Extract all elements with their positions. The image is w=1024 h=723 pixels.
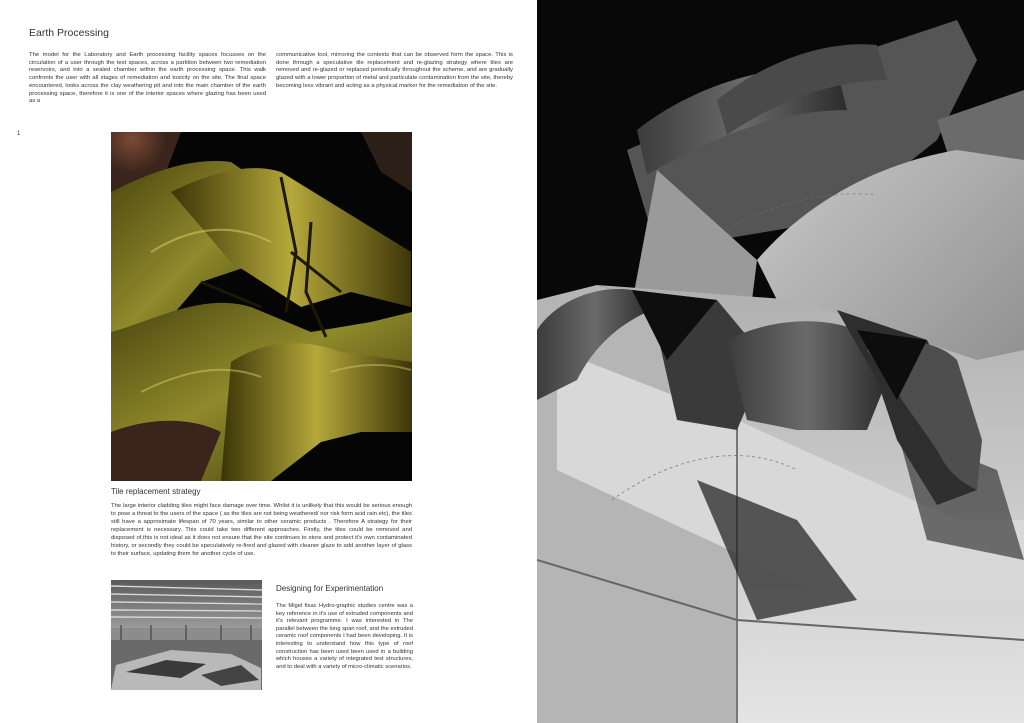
experimentation-text: The Migel fisac Hydro-graphic studies centre was a key reference in it's use of extruded components and it's relevant programme. I was interested in The parallel between the long span roof, and the extruded ceramic roof components I had been developing. It is interesting to understand how this type of roof construction has been used been used in a building which houses a variety of integrated test structures, and to deal with a variety of micro-climatic scenarios. [276, 603, 413, 670]
figure-number-right: 1 [548, 456, 552, 462]
hydrographic-centre-photo [111, 580, 262, 690]
glazed-tile-photo [111, 132, 412, 481]
tile-replacement-text: The large interior cladding tiles might face damage over time. Whilst it is unlikely that this would be serious enough to pose a threat to the users of the space ( as the tiles are not being weathered/ nor risk form acid rain etc), the tiles still have a approximate lifespan of 70 years, similar to other ceramic products . Therefore A strategy for their replacement is necessary. This could take two different approaches. Firstly, the tiles could be removed and disposed of,this is not ideal as it does not ensure that the site continues to store and protect it's own contaminated history, or secondly they could be speculatively re-fired and glazed with cleaner glaze to add another layer of glass to their surface, updating them for another cycle of use. [111, 503, 412, 557]
page-title: Earth Processing [29, 27, 109, 39]
right-page-model-photo [537, 0, 1024, 723]
experimentation-heading: Designing for Experimentation [276, 584, 384, 593]
intro-paragraph-col2: communicative tool, mirroring the contexts that can be observed form the space. This is done through a speculative tile replacement and re-glazing strategy where tiles are removed and re-glazed or replaced periodically throughout the scheme, and are gradually glazed with a lower proportion of metal and particulate contamination from the site, thereby becoming less vibrant and acting as a physical marker for the remediation of the site. [276, 52, 513, 89]
tile-replacement-heading: Tile replacement strategy [111, 487, 201, 496]
figure-number-left: 1 [17, 131, 21, 137]
intro-paragraph-col1: The model for the Laboratory and Earth processing facility spaces focusses on the circulation of a user through the test spaces, across a partition between two remediation reservoirs, and into a sealed chamber within the earth processing space. This walk confronts the user with all stages of remediation and toxicity on the site. The final space encountered, looks across the clay weathering pit and into the main chamber of the earth processing space, therefore it is one of the interior spaces where glazing has been used as a [29, 52, 266, 105]
page-number: 53 [1001, 700, 1010, 709]
